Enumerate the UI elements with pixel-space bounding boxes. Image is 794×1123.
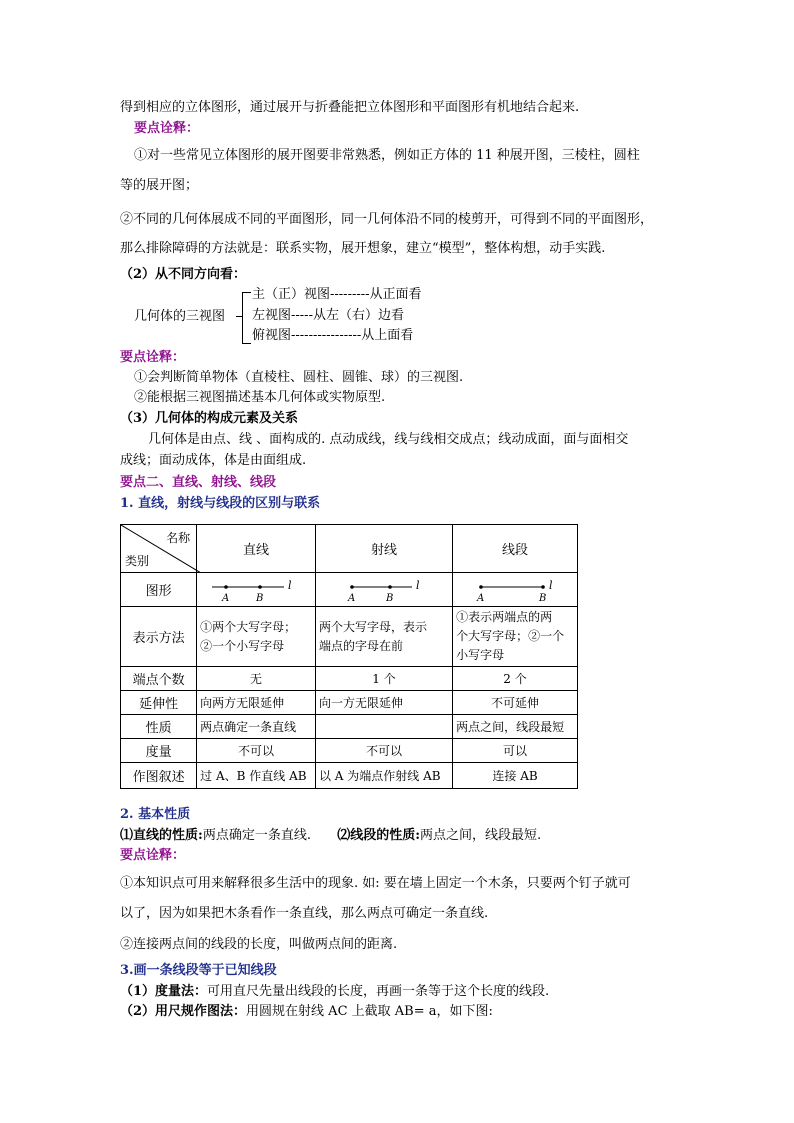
subsection-title: 2. 基本性质 xyxy=(120,807,191,822)
method-text: 可用直尺先量出线段的长度，再画一条等于这个长度的线段. xyxy=(207,984,550,999)
corner-bottom-label: 类别 xyxy=(125,554,150,568)
note-paragraph: 以了，因为如果把木条看作一条直线，那么两点可确定一条直线. xyxy=(120,906,489,921)
row-label: 图形 xyxy=(121,573,197,607)
note-paragraph: 那么排除障碍的方法就是：联系实物，展开想象，建立“模型”，整体构想，动手实践. xyxy=(120,241,606,256)
table-cell: 连接 AB xyxy=(453,763,578,789)
view-item: 主（正）视图---------从正面看 xyxy=(252,287,422,302)
repr-cell xyxy=(453,607,578,667)
subsection-title: 1. 直线，射线与线段的区别与联系 xyxy=(120,496,321,511)
table-cell: 可以 xyxy=(453,739,578,763)
property-label: ⑴直线的性质: xyxy=(120,828,203,843)
note-paragraph: ①会判断简单物体（直棱柱、圆柱、圆锥、球）的三视图. xyxy=(134,370,464,385)
note-paragraph: 等的展开图； xyxy=(120,178,199,193)
col-header: 直线 xyxy=(197,525,316,573)
property-text: 两点确定一条直线. xyxy=(202,828,311,843)
table-cell: 过 A、B 作直线 AB xyxy=(197,763,316,789)
table-cell: 以 A 为端点作射线 AB xyxy=(315,763,452,789)
method-line xyxy=(120,984,549,1000)
point-b-label: B xyxy=(539,592,547,603)
note-title: 要点诠释： xyxy=(134,121,200,136)
section-title: （2）从不同方向看： xyxy=(120,267,247,282)
table-cell: 向一方无限延伸 xyxy=(315,691,452,715)
table-corner-cell xyxy=(121,525,197,573)
corner-top-label: 名称 xyxy=(166,531,191,545)
segment-diagram xyxy=(467,577,563,603)
line-l-label: l xyxy=(288,578,292,592)
point-a-label: A xyxy=(348,592,356,603)
view-item: 左视图-----从左（右）边看 xyxy=(252,308,404,323)
property-text: 两点之间，线段最短. xyxy=(420,828,542,843)
row-label: 延伸性 xyxy=(121,691,197,715)
bracket-tick xyxy=(236,316,242,317)
method-line xyxy=(120,1004,493,1020)
point-b-label: B xyxy=(386,592,394,603)
col-header: 线段 xyxy=(453,525,578,573)
note-paragraph: ②连接两点间的线段的长度，叫做两点间的距离. xyxy=(120,937,398,952)
repr-cell xyxy=(197,607,316,667)
subsection-title: 3.画一条线段等于已知线段 xyxy=(120,963,277,978)
table-cell: 1 个 xyxy=(315,667,452,691)
line-diagram xyxy=(208,577,304,603)
row-label: 端点个数 xyxy=(121,667,197,691)
point-a-label: A xyxy=(222,592,230,603)
intro-line: 得到相应的立体图形，通过展开与折叠能把立体图形和平面图形有机地结合起来. xyxy=(120,100,580,115)
col-header: 射线 xyxy=(315,525,452,573)
repr-line: 两个大写字母，表示 xyxy=(318,619,427,634)
point-title: 要点二、直线、射线、线段 xyxy=(120,475,277,490)
repr-cell xyxy=(315,607,452,667)
note-paragraph: ①对一些常见立体图形的展开图要非常熟悉，例如正方体的 11 种展开图，三棱柱，圆柱 xyxy=(134,148,640,163)
row-label: 作图叙述 xyxy=(121,763,197,789)
line-figure xyxy=(197,573,316,607)
line-l-label: l xyxy=(416,578,420,592)
table-cell: 不可以 xyxy=(197,739,316,763)
property-label: ⑵线段的性质: xyxy=(337,828,421,843)
table-cell: 两点确定一条直线 xyxy=(197,715,316,739)
repr-line: ①表示两端点的两 xyxy=(456,610,553,624)
section-paragraph: 成线；面动成体，体是由面组成. xyxy=(120,453,307,468)
line-l-label: l xyxy=(549,578,553,592)
method-label: （1）度量法： xyxy=(120,984,208,999)
ray-figure xyxy=(315,573,452,607)
table-cell: 两点之间，线段最短 xyxy=(453,715,578,739)
note-paragraph: ②不同的几何体展成不同的平面图形，同一几何体沿不同的棱剪开，可得到不同的平面图形， xyxy=(120,212,654,227)
note-title: 要点诠释： xyxy=(120,350,186,365)
repr-line: 小写字母 xyxy=(456,648,505,662)
table-cell: 无 xyxy=(197,667,316,691)
ray-diagram xyxy=(336,577,432,603)
table-cell xyxy=(315,715,452,739)
method-label: （2）用尺规作图法： xyxy=(120,1004,247,1019)
table-cell: 2 个 xyxy=(453,667,578,691)
section-paragraph: 几何体是由点、线 、面构成的. 点动成线，线与线相交成点；线动成面，面与面相交 xyxy=(148,432,629,447)
section-title: （3）几何体的构成元素及关系 xyxy=(120,411,299,426)
repr-line: ②一个小写字母 xyxy=(200,638,285,653)
table-cell: 不可以 xyxy=(315,739,452,763)
note-paragraph: ①本知识点可用来解释很多生活中的现象. 如: 要在墙上固定一个木条，只要两个钉子就可 xyxy=(120,876,631,891)
row-label: 性质 xyxy=(121,715,197,739)
three-views-label: 几何体的三视图 xyxy=(134,309,226,324)
table-cell: 向两方无限延伸 xyxy=(197,691,316,715)
point-b-label: B xyxy=(256,592,264,603)
row-label: 度量 xyxy=(121,739,197,763)
note-paragraph: ②能根据三视图描述基本几何体或实物原型. xyxy=(134,390,386,405)
view-item: 俯视图----------------从上面看 xyxy=(252,328,414,343)
note-title: 要点诠释： xyxy=(120,848,186,863)
point-a-label: A xyxy=(477,592,485,603)
segment-figure xyxy=(453,573,578,607)
row-label: 表示方法 xyxy=(121,607,197,667)
repr-line: 端点的字母在前 xyxy=(318,638,403,653)
repr-line: ①两个大写字母； xyxy=(200,619,297,634)
property-line xyxy=(120,828,541,844)
repr-line: 个大写字母；②一个 xyxy=(456,629,565,643)
table-cell: 不可延伸 xyxy=(453,691,578,715)
method-text: 用圆规在射线 AC 上截取 AB= a，如下图: xyxy=(246,1004,493,1019)
comparison-table xyxy=(120,524,578,789)
bracket xyxy=(242,292,251,344)
